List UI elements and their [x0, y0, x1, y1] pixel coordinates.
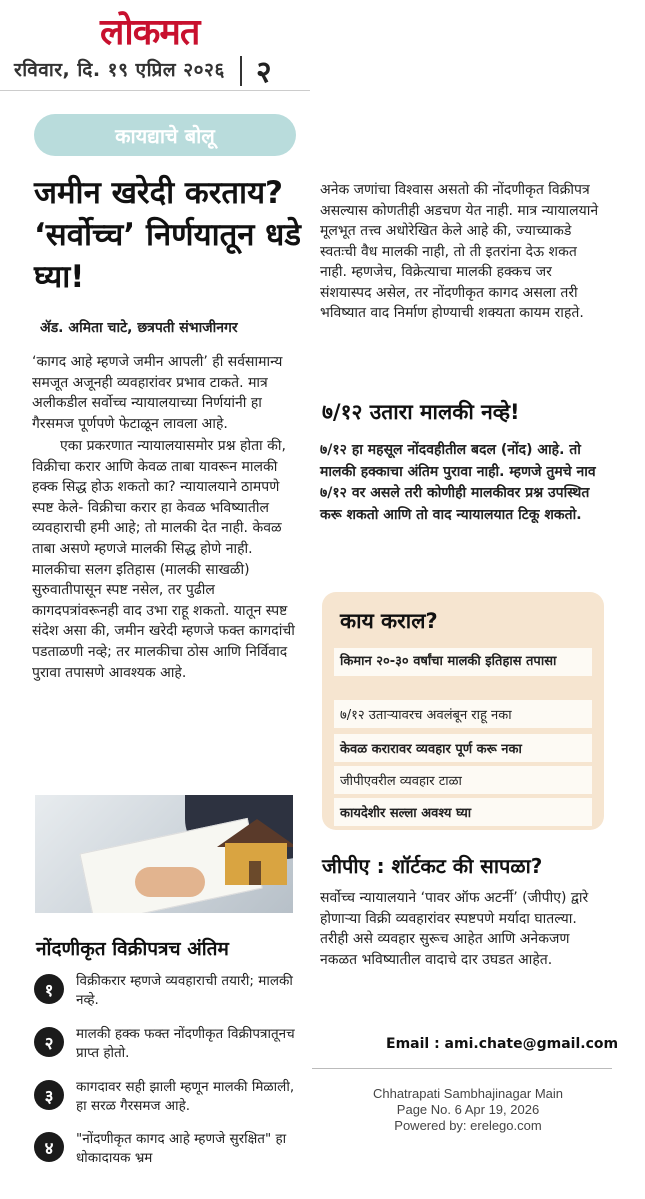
number-badge: ४	[34, 1132, 64, 1162]
header-divider	[0, 90, 310, 91]
tips-item: कायदेशीर सल्ला अवश्य घ्या	[334, 798, 592, 826]
dateline-separator	[240, 56, 242, 86]
list-item	[34, 972, 299, 1010]
gpa-paragraph: सर्वोच्च न्यायालयाने ‘पावर ऑफ अटर्नी’ (जीपीए) द्वारे होणाऱ्या विक्री व्यवहारांवर स्पष्टपणे मर्यादा घातल्या. तरीही असे व्यवहार सुरूच आहेत आणि अनेकजण नकळत भविष्यातील वादाचे दार उघडत आहेत.	[320, 890, 589, 968]
tips-item: किमान २०-३० वर्षांचा मालकी इतिहास तपासा	[334, 648, 592, 676]
tips-box-title: काय कराल?	[340, 609, 438, 633]
gpa-heading: जीपीए : शॉर्टकट की सापळा?	[322, 854, 543, 878]
list-item	[34, 1078, 299, 1116]
article-byline: ॲड. अमिता चाटे, छत्रपती संभाजीनगर	[40, 320, 238, 336]
section-body-712: ७/१२ हा महसूल नोंदवहीतील बदल (नोंद) आहे. तो मालकी हक्काचा अंतिम पुरावा नाही. म्हणजे तुमचे नाव ७/१२ वर असले तरी कोणीही मालकीवर प्रश्न उपस्थित करू शकतो आणि तो वाद न्यायालयात टिकू शकतो.	[320, 442, 596, 523]
author-email: Email : ami.chate@gmail.com	[386, 1036, 619, 1052]
tips-item: केवळ करारावर व्यवहार पूर्ण करू नका	[334, 734, 592, 762]
right-paragraph: अनेक जणांचा विश्वास असतो की नोंदणीकृत विक्रीपत्र असल्यास कोणतीही अडचण येत नाही. मात्र न्यायालयाने मूलभूत तत्त्व अधोरेखित केले आहे की, ज्याच्याकडे स्वतःची वैध मालकी नाही, तो ती इतरांना देऊ शकत नाही. म्हणजेच, विक्रेत्याचा मालकी हक्कच जर संशयास्पद असेल, तर नोंदणीकृत कागद असला तरी भविष्यात वाद निर्माण होण्याची शक्यता कायम राहते.	[320, 182, 599, 321]
article-paragraph-2: एका प्रकरणात न्यायालयासमोर प्रश्न होता की, विक्रीचा करार आणि केवळ ताबा यावरून मालकी हक्क सिद्ध होऊ शकतो का? न्यायालयाने ठामपणे स्पष्ट केले- विक्रीचा करार हा केवळ भविष्यातील व्यवहाराची हमी आहे; तो मालकी देत नाही. केवळ ताबा असणे म्हणजे मालकी सिद्ध होणे नाही. मालकीचा सलग इतिहास (मालकी साखळी) सुरुवातीपासून स्पष्ट नसेल, तर पुढील कागदपत्रांवरूनही वाद उभा राहू शकतो. यातून स्पष्ट संदेश असा की, जमीन खरेदी म्हणजे फक्त कागदांची पडताळणी नव्हे; तर मालकीचा ठोस आणि निर्विवाद पुरावा तपासणे आवश्यक आहे.	[32, 438, 295, 681]
house-door	[249, 861, 261, 885]
footer-edition: Chhatrapati Sambhajinagar Main	[372, 1086, 564, 1101]
number-badge: १	[34, 974, 64, 1004]
footer-divider	[312, 1068, 612, 1069]
tips-item: जीपीएवरील व्यवहार टाळा	[334, 766, 592, 794]
list-item	[34, 1025, 299, 1063]
footer-powered: Powered by: erelego.com	[394, 1118, 542, 1133]
number-badge: ३	[34, 1080, 64, 1110]
list-item-text: कागदावर सही झाली म्हणून मालकी मिळाली, हा सरळ गैरसमज आहे.	[76, 1079, 295, 1114]
list-item	[34, 1130, 299, 1168]
list-item-text: मालकी हक्क फक्त नोंदणीकृत विक्रीपत्रातूनच प्राप्त होतो.	[76, 1026, 295, 1061]
list-item-text: "नोंदणीकृत कागद आहे म्हणजे सुरक्षित" हा धोकादायक भ्रम	[76, 1131, 287, 1166]
article-headline: जमीन खरेदी करताय? ‘सर्वोच्च’ निर्णयातून धडे घ्या!	[34, 175, 301, 295]
footer-page-date: Page No. 6 Apr 19, 2026	[396, 1102, 540, 1117]
article-photo	[35, 795, 293, 913]
photo-hand	[135, 867, 205, 897]
tips-item: ७/१२ उताऱ्यावरच अवलंबून राहू नका	[334, 700, 592, 728]
article-paragraph-1: ‘कागद आहे म्हणजे जमीन आपली’ ही सर्वसामान्य समजूत अजूनही व्यवहारांवर प्रभाव टाकते. मात्र अलीकडील सर्वोच्च न्यायालयाच्या निर्णयांनी हा गैरसमज पूर्णपणे फेटाळून लावला आहे.	[32, 354, 283, 432]
footer	[318, 1086, 618, 1134]
newspaper-logo: लोकमत	[100, 11, 200, 53]
column-label: कायद्याचे बोलू	[34, 114, 296, 156]
section-heading-712: ७/१२ उतारा मालकी नव्हे!	[322, 400, 520, 424]
list-item-text: विक्रीकरार म्हणजे व्यवहाराची तयारी; मालकी नव्हे.	[76, 973, 293, 1008]
dateline: रविवार, दि. १९ एप्रिल २०२६	[14, 59, 225, 81]
number-badge: २	[34, 1027, 64, 1057]
page-number: २	[256, 55, 272, 90]
section-subheading: नोंदणीकृत विक्रीपत्रच अंतिम	[36, 938, 229, 960]
